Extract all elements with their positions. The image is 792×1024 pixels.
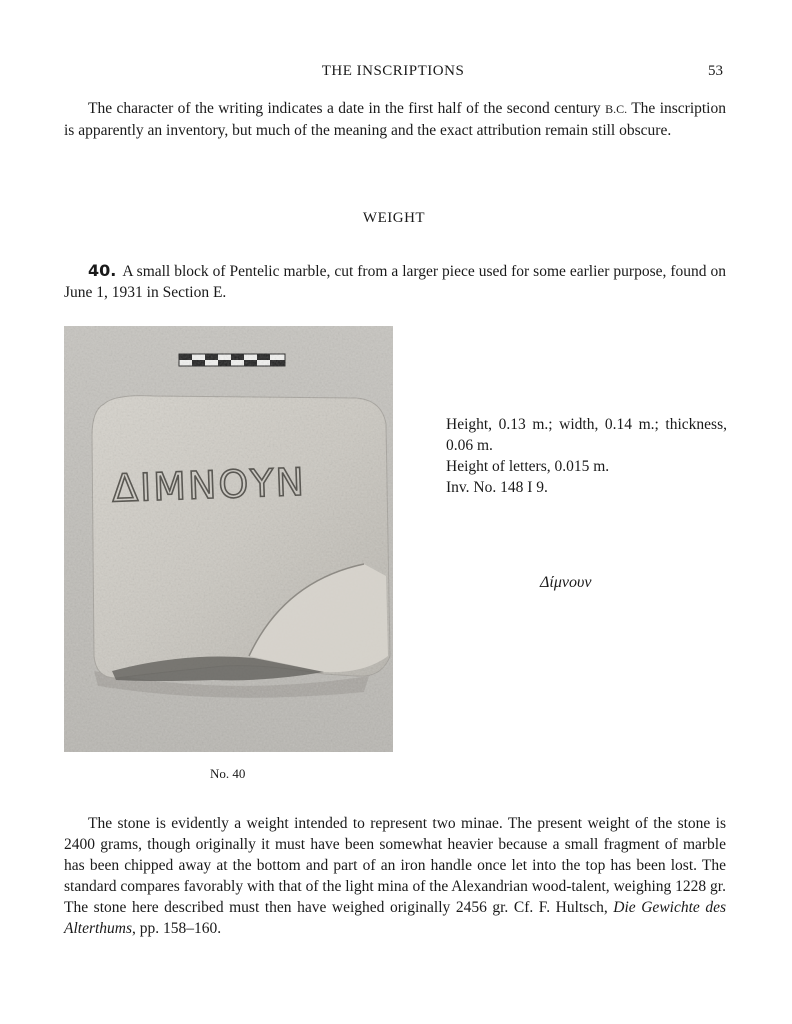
entry-paragraph — [64, 260, 726, 303]
intro-paragraph — [64, 98, 726, 141]
inventory-number: Inv. No. 148 I 9. — [446, 479, 548, 496]
dimensions-size: Height, 0.13 m.; width, 0.14 m.; thickness, 0.06 m. — [446, 416, 727, 454]
page-number: 53 — [708, 63, 723, 79]
era-abbreviation: B.C. — [605, 102, 628, 116]
entry-description: A small block of Pentelic marble, cut from a larger piece used for some earlier purpose, found on June 1, 1931 in Section Ε. — [64, 263, 726, 301]
citation-title: Die Gewichte des Alterthums — [64, 899, 726, 937]
dimensions-letters: Height of letters, 0.015 m. — [446, 458, 610, 475]
dimensions-block — [422, 414, 727, 498]
discussion-text: The stone is evidently a weight intended to represent two minae. The present weight of the stone is 2400 grams, though originally it must have been somewhat heavier because a small fragment of marble has been chipped away at the bottom and part of an iron handle once let into the top has been lost. The standard compares favorably with that of the light mina of the Alexandrian wood-talent, weighing 1228 gr. The stone here described must then have weighed originally 2456 gr. Cf. F. Hultsch, — [64, 815, 726, 916]
greek-transcription: Δίμνουν — [540, 574, 592, 591]
intro-text-continued: The inscription is apparently an inventory, but much of the meaning and the exact attribution remain still obscure. — [64, 100, 726, 139]
stone-photograph — [64, 326, 393, 752]
section-heading: WEIGHT — [362, 210, 426, 226]
intro-text: The character of the writing indicates a date in the first half of the second century — [88, 100, 606, 117]
discussion-paragraph — [64, 813, 726, 939]
stone-photo-image — [64, 326, 393, 752]
citation-pages: , pp. 158–160. — [132, 920, 222, 937]
stone-inscription: ΔΙΜΝΟΥΝ — [111, 459, 307, 511]
entry-number: 40. — [88, 261, 117, 280]
running-title: THE INSCRIPTIONS — [321, 63, 465, 79]
figure-caption: No. 40 — [210, 766, 246, 781]
